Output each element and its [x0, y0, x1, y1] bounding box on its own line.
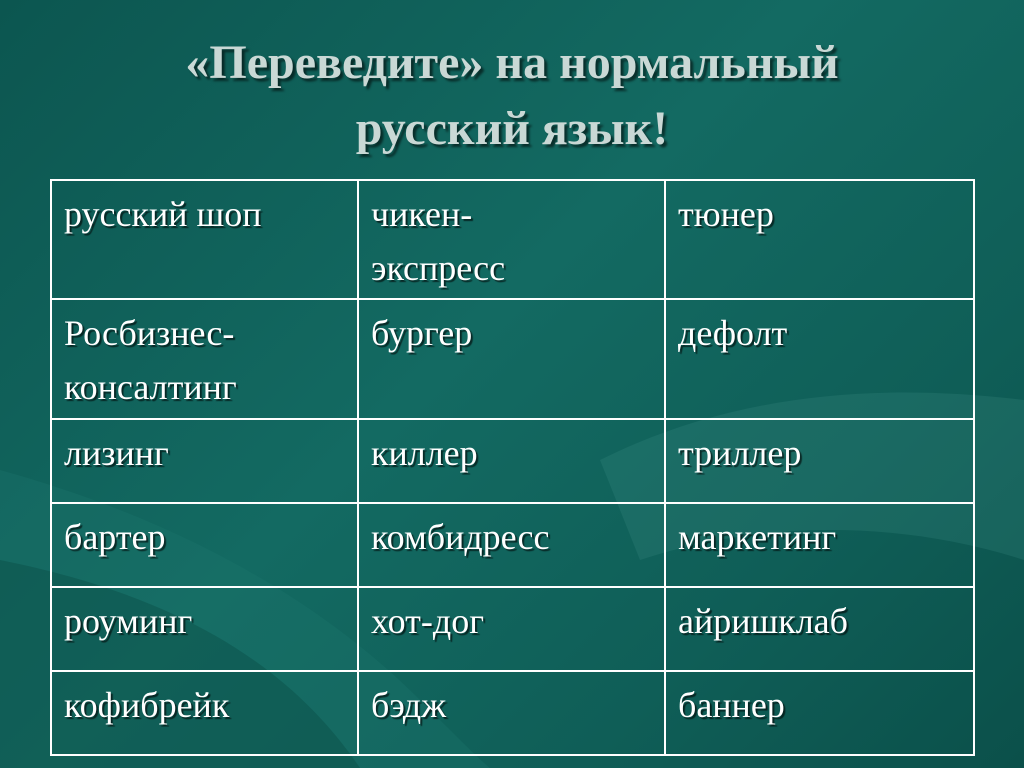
table-cell: Росбизнес- консалтинг: [51, 299, 358, 419]
table-row: [51, 671, 974, 755]
table-cell: русский шоп: [51, 180, 358, 299]
table-cell: чикен- экспресс: [358, 180, 665, 299]
table-cell: триллер: [665, 419, 974, 503]
table-cell: бэдж: [358, 671, 665, 755]
table-cell: комбидресс: [358, 503, 665, 587]
table-cell: роуминг: [51, 587, 358, 671]
table-cell: тюнер: [665, 180, 974, 299]
table-cell: бартер: [51, 503, 358, 587]
title-line-2: русский язык!: [355, 102, 669, 155]
table-cell: маркетинг: [665, 503, 974, 587]
table-cell: лизинг: [51, 419, 358, 503]
table-cell: кофибрейк: [51, 671, 358, 755]
title-line-1: «Переведите» на нормальный: [185, 36, 839, 89]
table-cell: киллер: [358, 419, 665, 503]
table-cell: баннер: [665, 671, 974, 755]
table-row: [51, 419, 974, 503]
words-table: [50, 179, 975, 756]
table-row: [51, 587, 974, 671]
table-row: [51, 180, 974, 299]
table-row: [51, 299, 974, 419]
table-cell: дефолт: [665, 299, 974, 419]
table-cell: хот-дог: [358, 587, 665, 671]
slide-title: [0, 30, 1024, 162]
table-row: [51, 503, 974, 587]
table-cell: айришклаб: [665, 587, 974, 671]
table-cell: бургер: [358, 299, 665, 419]
